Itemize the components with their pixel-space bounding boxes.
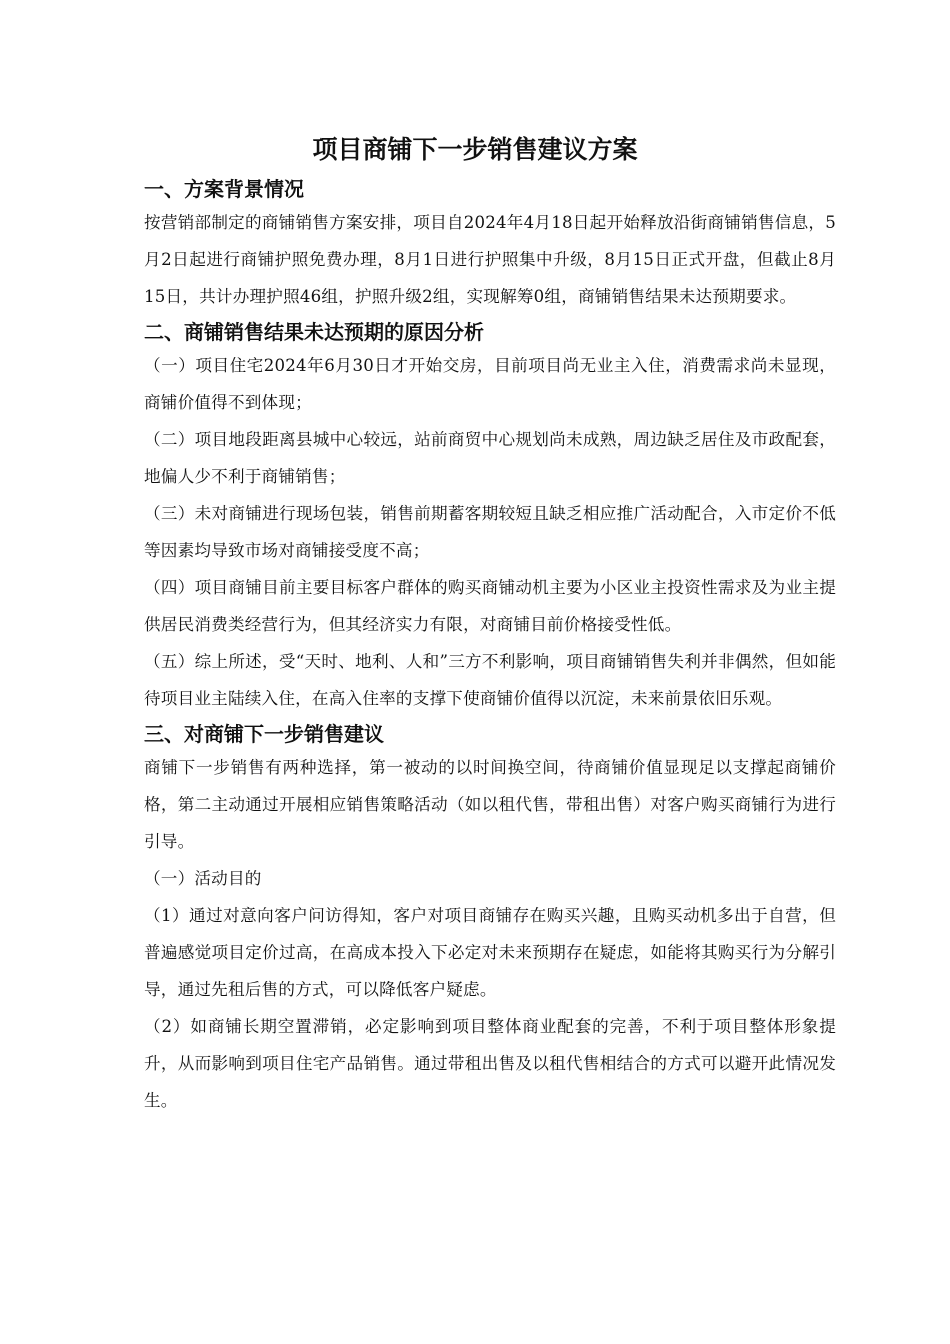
section-heading-suggestions: 三、对商铺下一步销售建议 — [144, 722, 384, 746]
paragraph-purpose-2: （2）如商铺长期空置滞销，必定影响到项目整体商业配套的完善，不利于项目整体形象提升，从而影响到项目住宅产品销售。通过带租出售及以租代售相结合的方式可以避开此情况发生。 — [144, 1017, 836, 1110]
paragraph-background: 按营销部制定的商铺销售方案安排，项目自2024年4月18日起开始释放沿街商铺销售信息，5月2日起进行商铺护照免费办理，8月1日进行护照集中升级，8月15日正式开盘，但截止8月15日，共计办理护照46组，护照升级2组，实现解筹0组，商铺销售结果未达预期要求。 — [144, 213, 836, 306]
paragraph-reason-2: （二）项目地段距离县城中心较远，站前商贸中心规划尚未成熟，周边缺乏居住及市政配套，地偏人少不利于商铺销售； — [144, 430, 836, 486]
paragraph-reason-4: （四）项目商铺目前主要目标客户群体的购买商铺动机主要为小区业主投资性需求及为业主提供居民消费类经营行为，但其经济实力有限，对商铺目前价格接受性低。 — [144, 578, 836, 634]
document-body — [144, 174, 836, 1119]
paragraph-reason-1: （一）项目住宅2024年6月30日才开始交房，目前项目尚无业主入住，消费需求尚未显现，商铺价值得不到体现； — [144, 356, 836, 412]
section-heading-analysis: 二、商铺销售结果未达预期的原因分析 — [144, 320, 484, 344]
paragraph-reason-3: （三）未对商铺进行现场包装，销售前期蓄客期较短且缺乏相应推广活动配合，入市定价不低等因素均导致市场对商铺接受度不高； — [144, 504, 836, 560]
section-heading-background: 一、方案背景情况 — [144, 177, 304, 201]
subheading-activity-purpose: （一）活动目的 — [144, 869, 262, 888]
document-title: 项目商铺下一步销售建议方案 — [312, 135, 638, 164]
paragraph-suggestion-intro: 商铺下一步销售有两种选择，第一被动的以时间换空间，待商铺价值显现足以支撑起商铺价格，第二主动通过开展相应销售策略活动（如以租代售，带租出售）对客户购买商铺行为进行引导。 — [144, 758, 836, 851]
paragraph-purpose-1: （1）通过对意向客户问访得知，客户对项目商铺存在购买兴趣，且购买动机多出于自营，但普遍感觉项目定价过高，在高成本投入下必定对未来预期存在疑虑，如能将其购买行为分解引导，通过先租后售的方式，可以降低客户疑虑。 — [144, 906, 836, 999]
paragraph-reason-5: （五）综上所述，受“天时、地利、人和”三方不利影响，项目商铺销售失利并非偶然，但如能待项目业主陆续入住，在高入住率的支撑下使商铺价值得以沉淀，未来前景依旧乐观。 — [144, 652, 836, 708]
